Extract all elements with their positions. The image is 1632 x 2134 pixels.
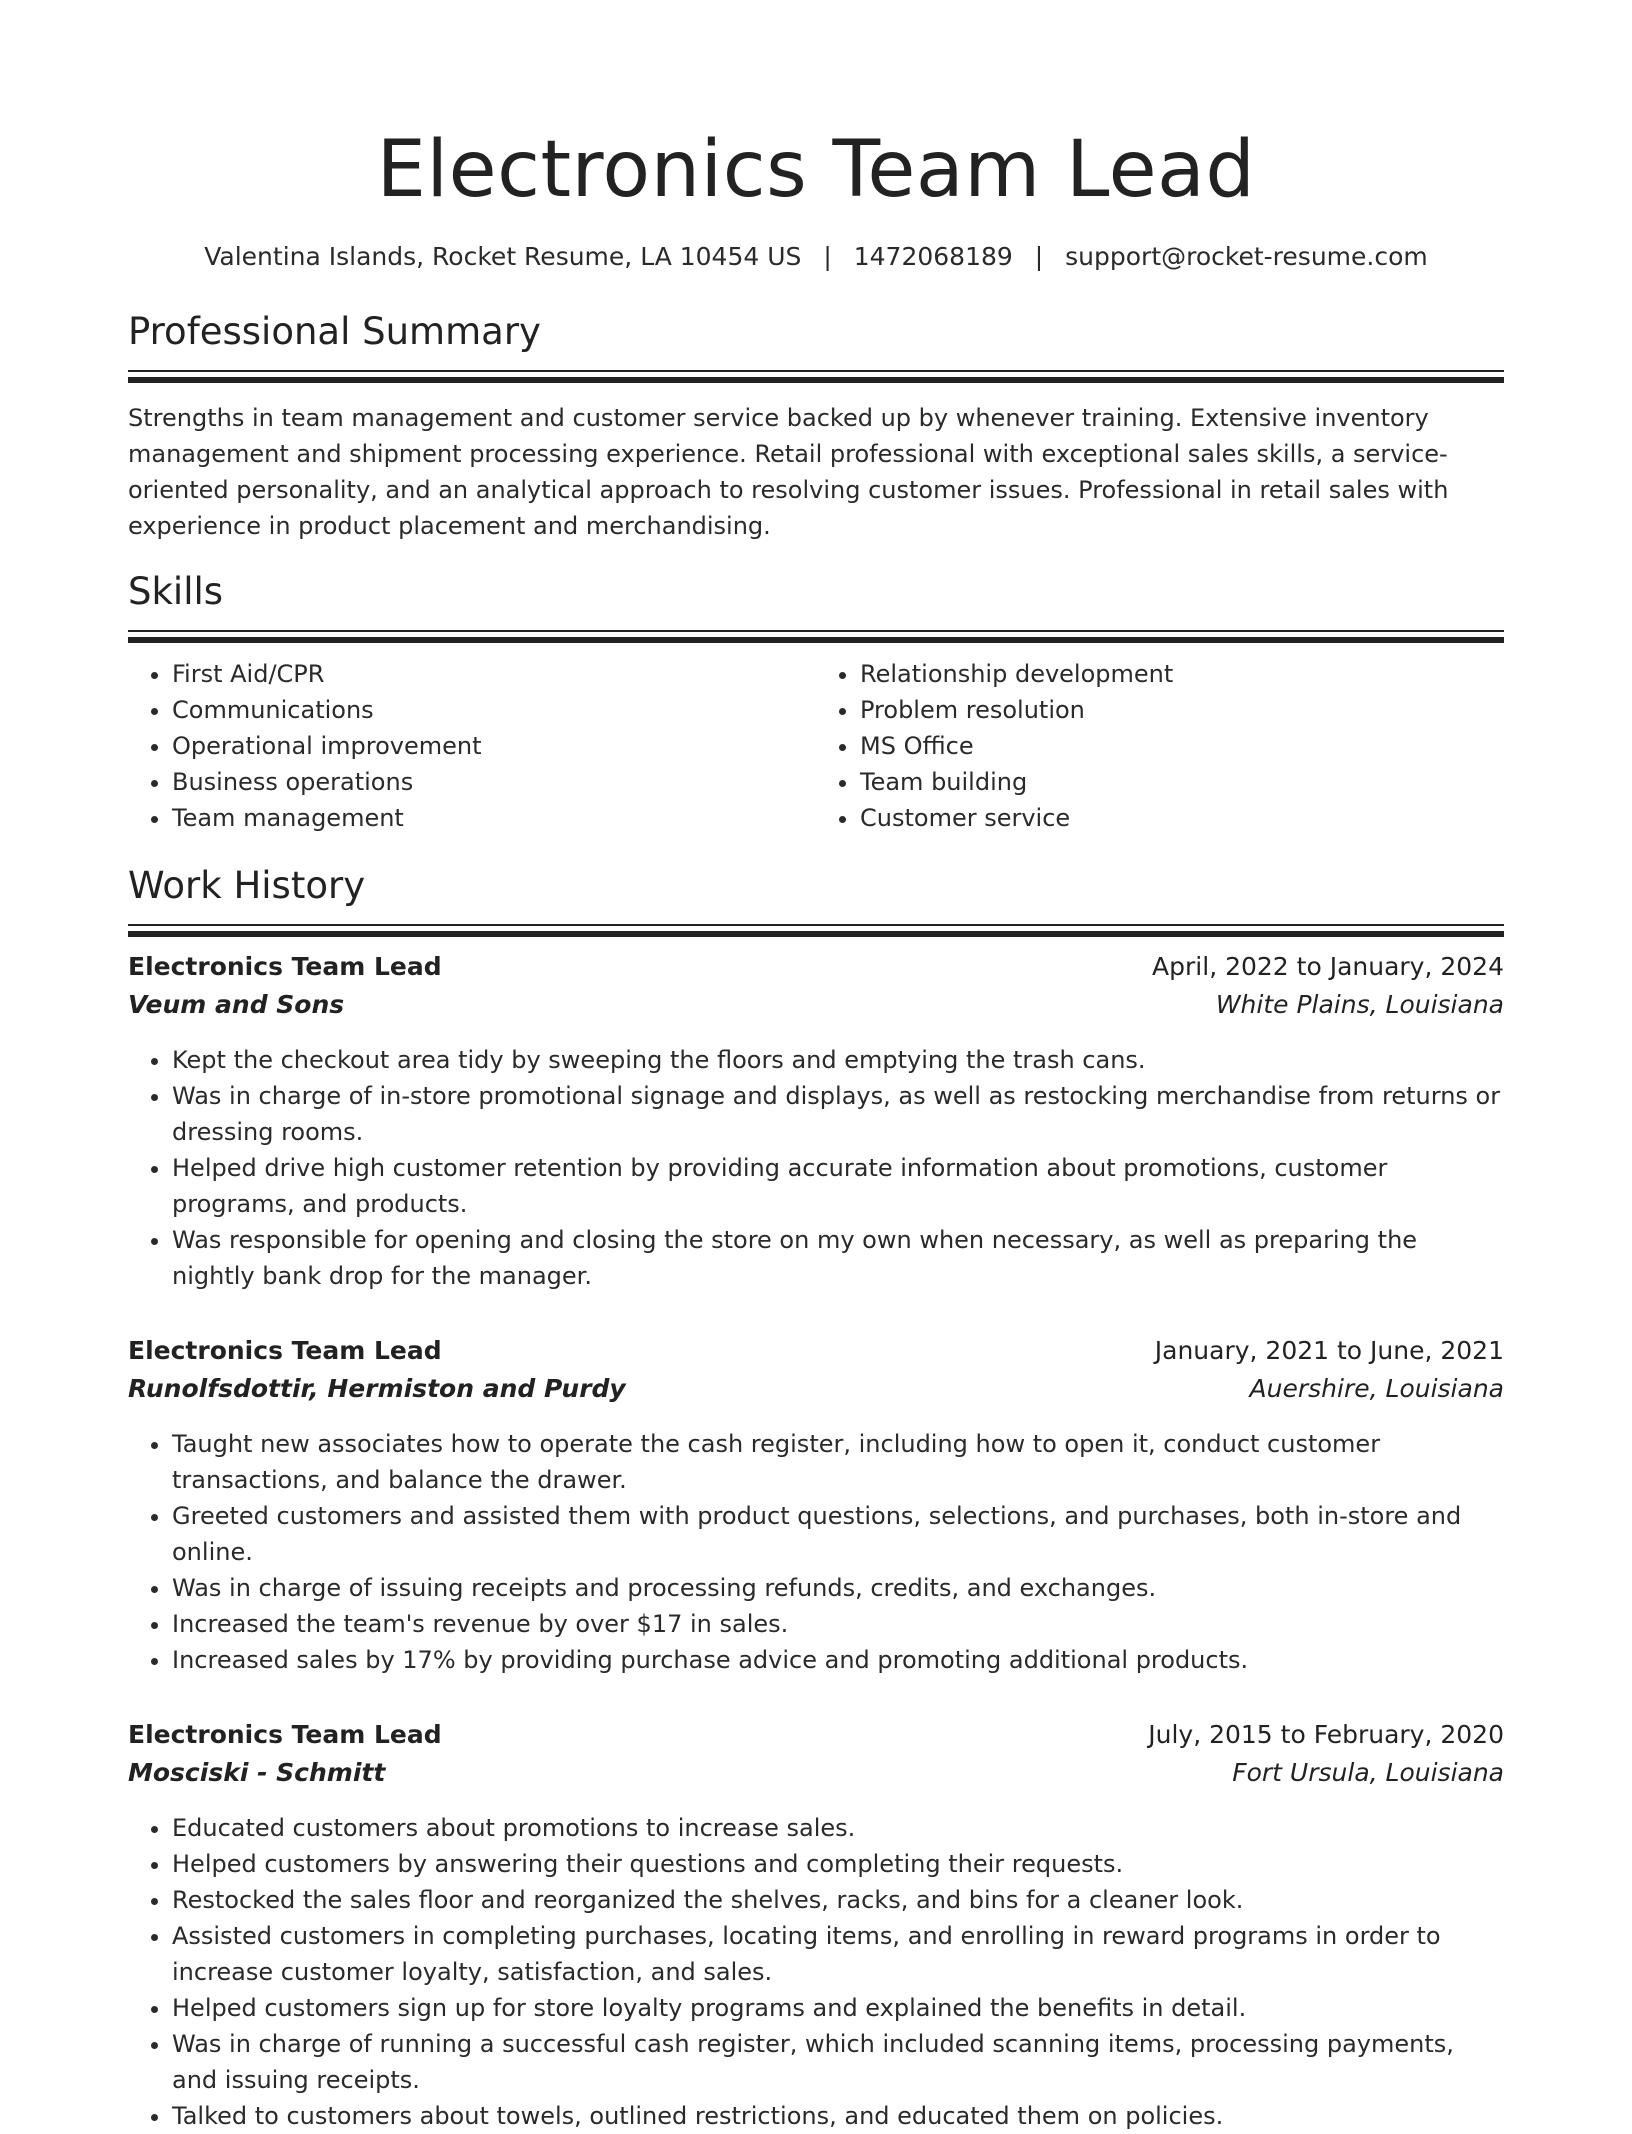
job-duties: [128, 1042, 1504, 1294]
job-header: [128, 1716, 1504, 1754]
resume-title: Electronics Team Lead: [376, 125, 1256, 215]
job-entry: [128, 1716, 1504, 2134]
job-title: Electronics Team Lead: [128, 1720, 442, 1749]
skill-item: • Operational improvement: [172, 728, 816, 764]
skill-item: • Customer service: [860, 800, 1504, 836]
contact-separator: |: [823, 242, 832, 271]
job-entry: [128, 948, 1504, 1294]
duty-item: • Helped customers sign up for store loyalty programs and explained the benefits in detail.: [172, 1990, 1504, 2026]
job-company: Runolfsdottir, Hermiston and Purdy: [128, 1374, 626, 1403]
contact-email: support@rocket-resume.com: [1065, 242, 1428, 271]
skill-item: • First Aid/CPR: [172, 656, 816, 692]
job-dates: April, 2022 to January, 2024: [1152, 952, 1504, 981]
duty-item: • Talked to customers about towels, outlined restrictions, and educated them on policies.: [172, 2098, 1504, 2134]
job-location: Fort Ursula, Louisiana: [1232, 1758, 1504, 1787]
job-company: Veum and Sons: [128, 990, 345, 1019]
job-header: [128, 1332, 1504, 1370]
duty-item: • Increased sales by 17% by providing purchase advice and promoting additional products.: [172, 1642, 1504, 1678]
contact-separator: |: [1034, 242, 1044, 271]
section-divider: [128, 630, 1504, 632]
contact-address: Valentina Islands, Rocket Resume, LA 10454 US: [204, 242, 802, 271]
job-company: Mosciski - Schmitt: [128, 1758, 386, 1787]
duty-item: • Was in charge of running a successful cash register, which included scanning items, processing payments, and issuing receipts.: [172, 2026, 1504, 2098]
contact-phone: 1472068189: [853, 242, 1013, 271]
skills-heading: Skills: [128, 570, 224, 613]
contact-line: [128, 240, 1504, 274]
duty-item: • Taught new associates how to operate the cash register, including how to open it, conduct customer transactions, and balance the drawer.: [172, 1426, 1504, 1498]
duty-item: • Was in charge of issuing receipts and processing refunds, credits, and exchanges.: [172, 1570, 1504, 1606]
duty-item: • Educated customers about promotions to increase sales.: [172, 1810, 1504, 1846]
duty-item: • Assisted customers in completing purchases, locating items, and enrolling in reward programs in order to increase customer loyalty, satisfaction, and sales.: [172, 1918, 1504, 1990]
skill-item: • Business operations: [172, 764, 816, 800]
skill-item: • MS Office: [860, 728, 1504, 764]
work-history-section: [128, 862, 1504, 2134]
summary-heading: Professional Summary: [128, 310, 541, 353]
duty-item: • Was in charge of in-store promotional signage and displays, as well as restocking merchandise from returns or dressing rooms.: [172, 1078, 1504, 1150]
duty-item: • Kept the checkout area tidy by sweeping the floors and emptying the trash cans.: [172, 1042, 1504, 1078]
job-header: [128, 948, 1504, 986]
job-title: Electronics Team Lead: [128, 1336, 442, 1365]
job-subheader: [128, 1754, 1504, 1792]
job-subheader: [128, 986, 1504, 1024]
skill-item: • Communications: [172, 692, 816, 728]
job-duties: [128, 1426, 1504, 1678]
job-duties: [128, 1810, 1504, 2134]
job-subheader: [128, 1370, 1504, 1408]
job-dates: July, 2015 to February, 2020: [1148, 1720, 1504, 1749]
job-location: Auershire, Louisiana: [1249, 1374, 1504, 1403]
skill-item: • Relationship development: [860, 656, 1504, 692]
job-dates: January, 2021 to June, 2021: [1154, 1336, 1504, 1365]
skill-item: • Team building: [860, 764, 1504, 800]
job-entry: [128, 1332, 1504, 1678]
job-location: White Plains, Louisiana: [1215, 990, 1504, 1019]
duty-item: • Helped customers by answering their questions and completing their requests.: [172, 1846, 1504, 1882]
job-title: Electronics Team Lead: [128, 952, 442, 981]
duty-item: • Restocked the sales floor and reorganized the shelves, racks, and bins for a cleaner look.: [172, 1882, 1504, 1918]
summary-section: [128, 308, 1504, 544]
skills-section: [128, 568, 1504, 836]
duty-item: • Was responsible for opening and closing the store on my own when necessary, as well as preparing the nightly bank drop for the manager.: [172, 1222, 1504, 1294]
skills-list-right: [816, 656, 1504, 836]
section-divider: [128, 924, 1504, 926]
duty-item: • Increased the team's revenue by over $17 in sales.: [172, 1606, 1504, 1642]
duty-item: • Greeted customers and assisted them with product questions, selections, and purchases, both in-store and online.: [172, 1498, 1504, 1570]
section-divider: [128, 370, 1504, 372]
skill-item: • Team management: [172, 800, 816, 836]
work-history-heading: Work History: [128, 864, 366, 907]
duty-item: • Helped drive high customer retention by providing accurate information about promotions, customer programs, and products.: [172, 1150, 1504, 1222]
skills-list-left: [128, 656, 816, 836]
summary-text: Strengths in team management and customer service backed up by whenever training. Extensive inventory management and shipment processing experience. Retail professional with exceptional sales skills, a service-oriented personality, and an analytical approach to resolving customer issues. Professional in retail sales with experience in product placement and merchandising.: [128, 404, 1449, 540]
skills-columns: [128, 656, 1504, 836]
skill-item: • Problem resolution: [860, 692, 1504, 728]
